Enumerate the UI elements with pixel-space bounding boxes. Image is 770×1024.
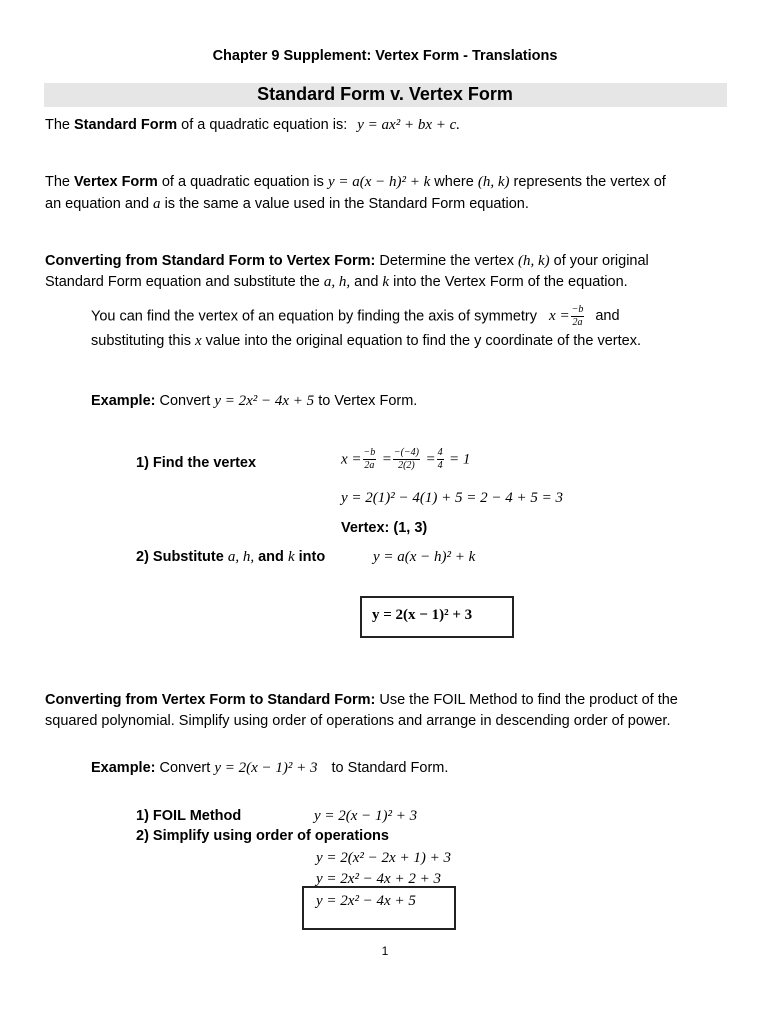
tip-line2-post: value into the original equation to find the y coordinate of the vertex. bbox=[201, 333, 641, 349]
example2-step2-label: 2) Simplify using order of operations bbox=[136, 828, 389, 844]
section-title: Standard Form v. Vertex Form bbox=[257, 84, 513, 104]
example2-post: to Standard Form. bbox=[327, 760, 449, 776]
conv2-text1: Use the FOIL Method to find the product of the bbox=[375, 692, 678, 708]
example1-step1-y: y = 2(1)² − 4(1) + 5 = 2 − 4 + 5 = 3 bbox=[341, 490, 563, 506]
step2-vars: a, h, bbox=[227, 549, 255, 565]
step1-frac3-den: 4 bbox=[437, 460, 443, 471]
example1-answer: y = 2(x − 1)² + 3 bbox=[372, 607, 473, 623]
step1-frac1-num: −b bbox=[363, 447, 376, 458]
conv1-and: and bbox=[350, 274, 383, 290]
example2-simplify-line2: y = 2x² − 4x + 2 + 3 bbox=[316, 871, 441, 887]
example1-step1-label: 1) Find the vertex bbox=[136, 455, 257, 471]
step1-eq-sign2: = bbox=[425, 451, 436, 468]
std-form-equation: y = ax² + bx + c. bbox=[357, 117, 461, 133]
tip-line2-x: x bbox=[194, 333, 202, 349]
conversion1-heading: Converting from Standard Form to Vertex Form: bbox=[45, 253, 376, 269]
example2-pre: Convert bbox=[155, 760, 215, 776]
example2-answer: y = 2x² − 4x + 5 bbox=[316, 893, 416, 909]
step1-frac2 bbox=[393, 448, 420, 471]
example2-label: Example: bbox=[91, 760, 156, 776]
vf-a: a bbox=[153, 196, 161, 212]
vf-where: where bbox=[430, 174, 478, 190]
step1-frac1 bbox=[363, 448, 377, 471]
tip-fraction bbox=[571, 305, 585, 328]
vertex-form-definition-line2 bbox=[45, 196, 529, 213]
axis-of-symmetry-tip-line2 bbox=[91, 333, 641, 350]
vf-equation: y = a(x − h)² + k bbox=[327, 174, 431, 190]
page-number: 1 bbox=[381, 944, 389, 958]
example2-simplify-line1: y = 2(x² − 2x + 1) + 3 bbox=[316, 850, 451, 866]
example1-step2-equation: y = a(x − h)² + k bbox=[373, 549, 476, 565]
conversion2-line2: squared polynomial. Simplify using order of operations and arrange in descending order of power. bbox=[45, 713, 671, 729]
vf-pre: The bbox=[45, 174, 75, 190]
vf-hk: (h, k) bbox=[477, 174, 510, 190]
tip-and: and bbox=[595, 308, 620, 325]
tip-fraction-den: 2a bbox=[572, 317, 583, 328]
conv1-text2: of your original bbox=[549, 253, 649, 269]
step2-k: k bbox=[287, 549, 295, 565]
example1-equation: y = 2x² − 4x + 5 bbox=[214, 393, 315, 409]
example1-label: Example: bbox=[91, 393, 156, 409]
conv1-line2-pre: Standard Form equation and substitute the bbox=[45, 274, 324, 290]
tip-fraction-num: −b bbox=[571, 304, 584, 315]
tip-x: x = bbox=[549, 308, 570, 325]
tip-line2-pre: substituting this bbox=[91, 333, 195, 349]
tip-pre: You can find the vertex of an equation by finding the axis of symmetry bbox=[91, 308, 538, 325]
step1-frac2-den: 2(2) bbox=[398, 460, 415, 471]
step2-into: into bbox=[294, 549, 326, 565]
example1-step1-vertex-x bbox=[341, 448, 470, 471]
vf-mid: of a quadratic equation is bbox=[157, 174, 328, 190]
conversion1-line2 bbox=[45, 274, 628, 291]
step2-pre: 2) Substitute bbox=[136, 549, 228, 565]
document-title: Chapter 9 Supplement: Vertex Form - Translations bbox=[212, 48, 558, 64]
conversion2-paragraph bbox=[45, 692, 678, 708]
axis-of-symmetry-tip bbox=[91, 305, 620, 328]
example1-step2-label bbox=[136, 549, 325, 566]
conversion2-heading: Converting from Vertex Form to Standard Form: bbox=[45, 692, 376, 708]
vf-bold: Vertex Form bbox=[74, 174, 158, 190]
example1-pre: Convert bbox=[155, 393, 215, 409]
conv1-hk: (h, k) bbox=[517, 253, 550, 269]
example2-step1-equation: y = 2(x − 1)² + 3 bbox=[314, 808, 418, 824]
step1-frac3-num: 4 bbox=[437, 447, 443, 458]
conv1-k: k bbox=[382, 274, 390, 290]
step1-frac2-num: −(−4) bbox=[393, 447, 420, 458]
vf-post: represents the vertex of bbox=[509, 174, 666, 190]
std-form-post: of a quadratic equation is: bbox=[177, 117, 348, 133]
conversion1-paragraph bbox=[45, 253, 649, 270]
step1-frac3 bbox=[437, 448, 444, 471]
vf-line2-pre: an equation and bbox=[45, 196, 154, 212]
std-form-bold: Standard Form bbox=[74, 117, 178, 133]
example2-statement bbox=[91, 760, 448, 777]
step1-result: = 1 bbox=[449, 451, 471, 468]
vf-line2-post: is the same a value used in the Standard Form equation. bbox=[160, 196, 529, 212]
example1-vertex: Vertex: (1, 3) bbox=[341, 520, 428, 536]
conv1-line2-post: into the Vertex Form of the equation. bbox=[389, 274, 628, 290]
conv1-text1: Determine the vertex bbox=[375, 253, 518, 269]
step1-frac1-den: 2a bbox=[364, 460, 375, 471]
step1-x: x = bbox=[341, 451, 362, 468]
example2-equation: y = 2(x − 1)² + 3 bbox=[214, 760, 318, 776]
conv1-vars: a, h, bbox=[323, 274, 351, 290]
example2-step1-label: 1) FOIL Method bbox=[136, 808, 242, 824]
example1-post: to Vertex Form. bbox=[314, 393, 418, 409]
standard-form-definition bbox=[45, 117, 460, 134]
step1-eq-sign1: = bbox=[381, 451, 392, 468]
vertex-form-definition bbox=[45, 174, 666, 191]
std-form-pre: The bbox=[45, 117, 75, 133]
example1-statement bbox=[91, 393, 417, 410]
step2-and: and bbox=[254, 549, 288, 565]
